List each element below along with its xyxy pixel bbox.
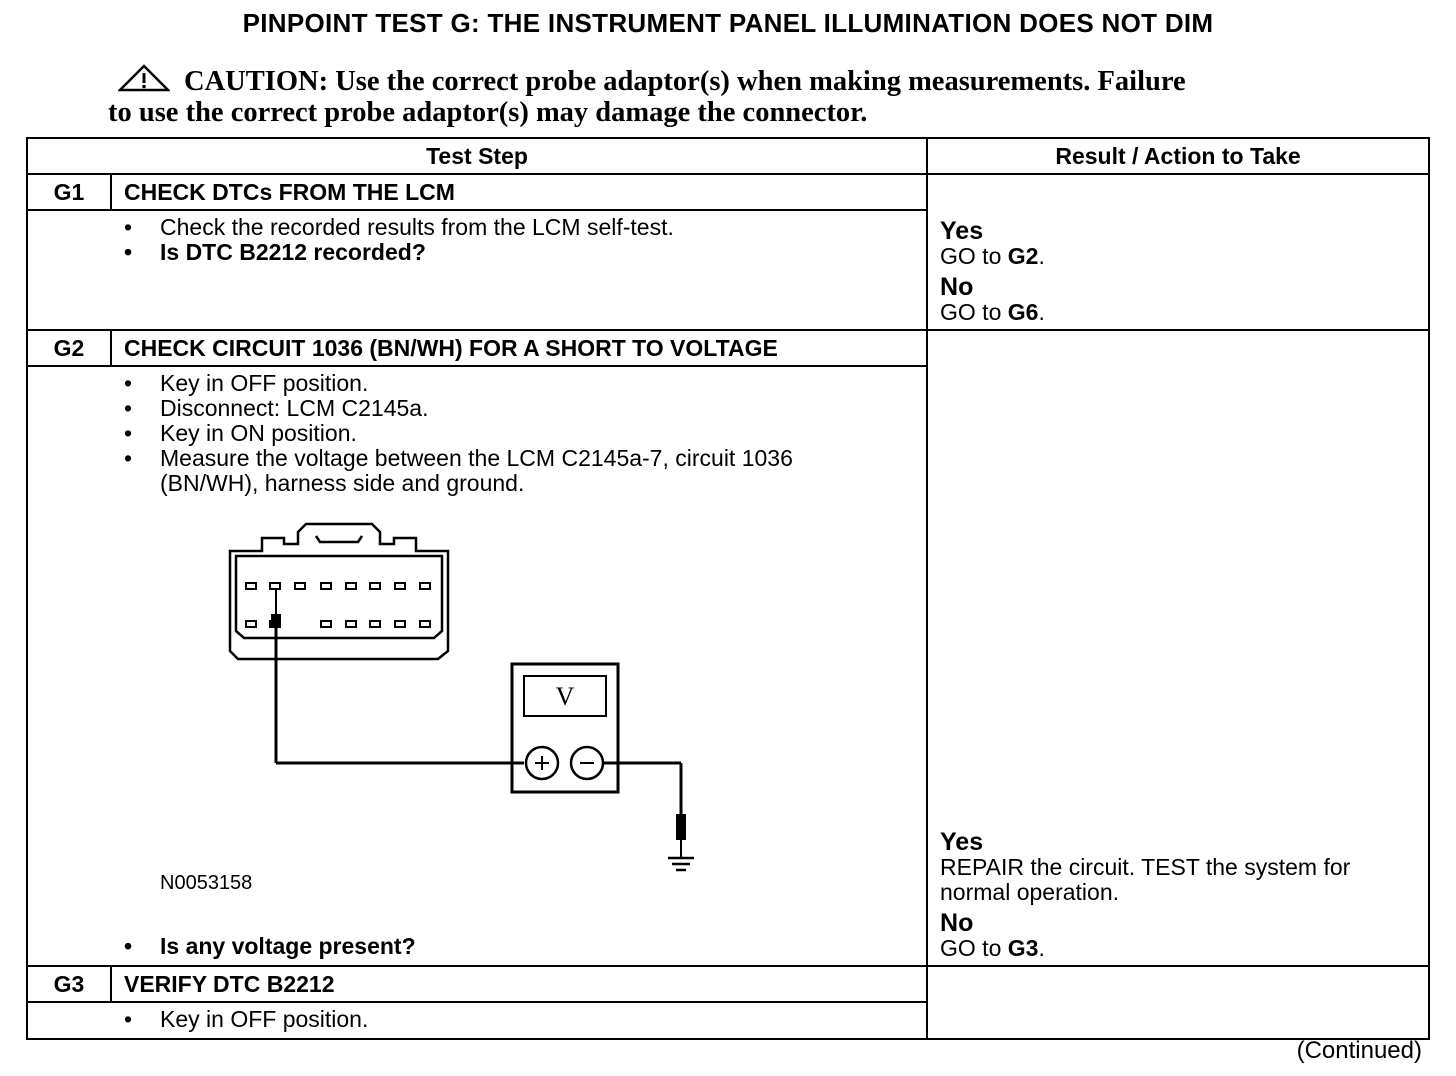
list-item: • Is any voltage present? bbox=[28, 934, 926, 959]
list-item: • Check the recorded results from the LCM self-test. bbox=[28, 215, 926, 240]
caution-line-1: CAUTION: Use the correct probe adaptor(s) when making measurements. Failure bbox=[184, 66, 1186, 97]
diagram-svg bbox=[224, 496, 744, 896]
caution-line-2: to use the correct probe adaptor(s) may damage the connector. bbox=[108, 97, 868, 128]
list-item: • Key in OFF position. bbox=[28, 1007, 926, 1032]
goto-target-g6[interactable]: G6 bbox=[1007, 299, 1039, 325]
goto-target-g2[interactable]: G2 bbox=[1007, 243, 1039, 269]
test-step-header: Test Step bbox=[27, 138, 927, 174]
list-item-continuation: (BN/WH), harness side and ground. bbox=[160, 470, 525, 496]
table-header-row bbox=[27, 138, 1429, 174]
page-title: PINPOINT TEST G: THE INSTRUMENT PANEL ILLUMINATION DOES NOT DIM bbox=[242, 8, 1214, 38]
step-body-g3 bbox=[27, 1002, 927, 1039]
step-id-g3: G3 bbox=[27, 966, 111, 1002]
no-label: No bbox=[940, 273, 974, 301]
yes-action-line-2: normal operation. bbox=[940, 879, 1120, 905]
connector-c2145a-icon bbox=[230, 524, 448, 659]
caution-note bbox=[108, 64, 1338, 128]
no-label: No bbox=[940, 909, 974, 937]
meter-display-label: V bbox=[555, 682, 575, 711]
step-body-g1 bbox=[27, 210, 927, 330]
yes-action-line-1: REPAIR the circuit. TEST the system for bbox=[940, 854, 1351, 880]
list-item: • Is DTC B2212 recorded? bbox=[28, 240, 926, 265]
step-heading-g1: CHECK DTCs FROM THE LCM bbox=[111, 174, 927, 210]
list-item: • Key in ON position. bbox=[28, 421, 926, 446]
step-id-g2: G2 bbox=[27, 330, 111, 366]
goto-text: GO to bbox=[940, 243, 1008, 269]
step-id-g1: G1 bbox=[27, 174, 111, 210]
step-heading-g2: CHECK CIRCUIT 1036 (BN/WH) FOR A SHORT TO VOLTAGE bbox=[111, 330, 927, 366]
figure-id: N0053158 bbox=[160, 872, 253, 894]
goto-text: GO to bbox=[940, 935, 1008, 961]
yes-label: Yes bbox=[940, 217, 984, 245]
punct: . bbox=[1038, 243, 1045, 269]
yes-label: Yes bbox=[940, 828, 984, 856]
result-header: Result / Action to Take bbox=[927, 138, 1429, 174]
g3-heading-row bbox=[27, 966, 1429, 1002]
list-item: • Measure the voltage between the LCM C2145a-7, circuit 1036 bbox=[28, 446, 926, 471]
list-item: • Key in OFF position. bbox=[28, 371, 926, 396]
result-g1 bbox=[927, 174, 1429, 330]
result-g3 bbox=[927, 966, 1429, 1039]
g2-heading-row bbox=[27, 330, 1429, 366]
continued-label: (Continued) bbox=[1296, 1037, 1422, 1064]
punct: . bbox=[1038, 299, 1045, 325]
result-g2 bbox=[927, 330, 1429, 966]
g1-heading-row bbox=[27, 174, 1429, 210]
step-heading-g3: VERIFY DTC B2212 bbox=[111, 966, 927, 1002]
punct: . bbox=[1038, 935, 1045, 961]
connector-voltmeter-diagram bbox=[28, 496, 926, 934]
goto-text: GO to bbox=[940, 299, 1008, 325]
step-body-g2 bbox=[27, 366, 927, 966]
warning-triangle-icon bbox=[118, 64, 170, 92]
list-item: • Disconnect: LCM C2145a. bbox=[28, 396, 926, 421]
probe-icon bbox=[271, 590, 524, 763]
goto-target-g3[interactable]: G3 bbox=[1007, 935, 1039, 961]
pinpoint-test-table bbox=[26, 137, 1430, 1040]
